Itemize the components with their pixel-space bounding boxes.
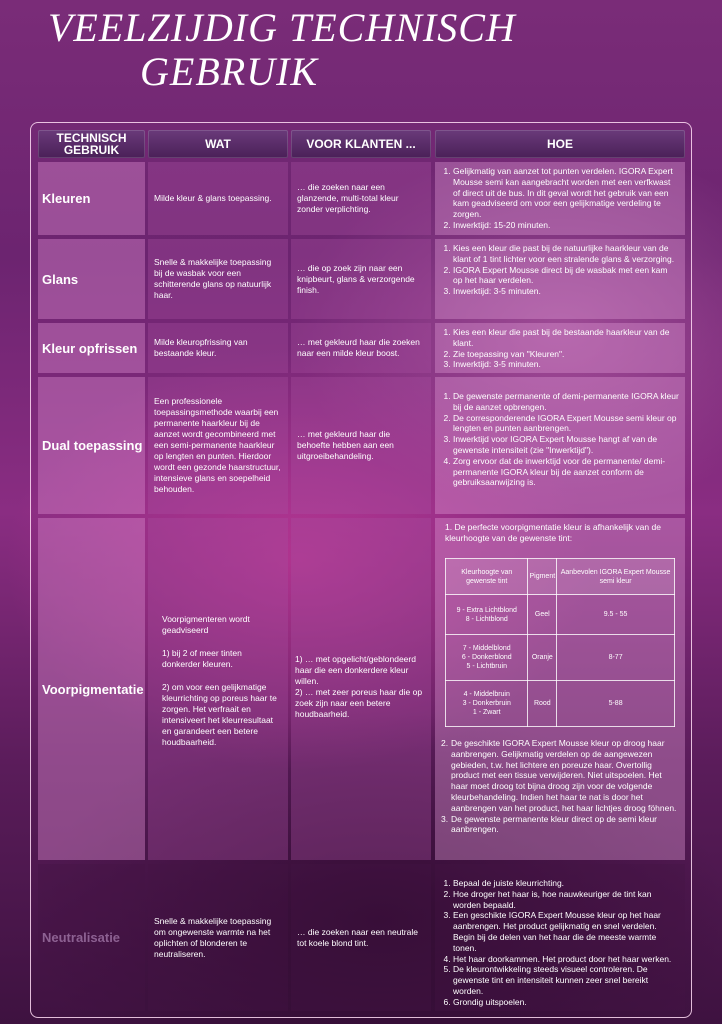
hoe-step: 5. De kleurontwikkeling steeds visueel controleren. De gewenste tint en intensiteit kunnen zeer snel bereikt worden. bbox=[453, 964, 679, 996]
row-wat-dual-toepassing: Een professionele toepassingsmethode waarbij een permanente haarkleur bij de aanzet wordt gecombineerd met een semi-permanente haarkleur op lengten en punten. Hierdoor wordt een gezonde haarstructuur, intensieve glans en soepelheid behouden. bbox=[148, 377, 288, 514]
title-line-2: GEBRUIK bbox=[140, 49, 319, 94]
hoe-step: De perfecte voorpigmentatie kleur is afhankelijk van de kleurhoogte van de gewenste tint: bbox=[445, 522, 661, 543]
pigment-cell: 5-88 bbox=[557, 681, 675, 727]
pigment-cell: 7 - Middelblond 6 - Donkerblond 5 - Lichtbruin bbox=[446, 635, 528, 681]
row-name-kleuren: Kleuren bbox=[38, 162, 145, 235]
row-name-dual-toepassing: Dual toepassing bbox=[38, 377, 145, 514]
pigment-header: Kleurhoogte van gewenste tint bbox=[446, 559, 528, 595]
hoe-step: 3. Een geschikte IGORA Expert Mousse kleur op het haar aanbrengen. Het product gelijkmatig en snel verdelen. Begin bij de delen van het haar die de meeste warmte tonen. bbox=[453, 910, 679, 953]
row-name-kleur-opfrissen: Kleur opfrissen bbox=[38, 323, 145, 373]
pigment-cell: Oranje bbox=[528, 635, 557, 681]
hoe-step: 1. Gelijkmatig van aanzet tot punten verdelen. IGORA Expert Mousse semi kan aangebracht worden met een verfkwast of direct uit de bus. In dit geval wordt het gebruik van een kam geadviseerd om voor een gelijkmatige verdeling te zorgen. bbox=[453, 166, 679, 220]
row-klanten-kleuren: … die zoeken naar een glanzende, multi-total kleur zonder verplichting. bbox=[291, 162, 431, 235]
pigment-cell: Geel bbox=[528, 595, 557, 635]
row-klanten-neutralisatie: … die zoeken naar een neutrale tot koele blond tint. bbox=[291, 864, 431, 1011]
hoe-step: 3. Inwerktijd voor IGORA Expert Mousse hangt af van de gewenste intensiteit (zie "Inwerktijd"). bbox=[453, 434, 679, 456]
row-name-neutralisatie: Neutralisatie bbox=[38, 864, 145, 1011]
row-name-voorpigmentatie: Voorpigmentatie bbox=[38, 518, 145, 860]
pigment-cell: 9.5 - 55 bbox=[557, 595, 675, 635]
row-klanten-voorpigmentatie bbox=[291, 518, 431, 860]
pigment-header: Pigment bbox=[528, 559, 557, 595]
row-name-glans: Glans bbox=[38, 239, 145, 319]
hoe-step: 4. Het haar doorkammen. Het product door het haar werken. bbox=[453, 954, 679, 965]
hoe-step: 1. Kies een kleur die past bij de bestaande haarkleur van de klant. bbox=[453, 327, 679, 349]
hoe-step: 2. Inwerktijd: 15-20 minuten. bbox=[453, 220, 679, 231]
pigment-cell: 8-77 bbox=[557, 635, 675, 681]
header-hoe: HOE bbox=[435, 130, 685, 158]
pigment-cell: 4 - Middelbruin 3 - Donkerbruin 1 - Zwart bbox=[446, 681, 528, 727]
hoe-step: 2. Zie toepassing van "Kleuren". bbox=[453, 349, 679, 360]
hoe-step: De geschikte IGORA Expert Mousse kleur op droog haar aanbrengen. Gelijkmatig verdelen op de aangewezen gebieden, t.w. het lichtere en poreuze haar. Overtollig product met een tissue verwijderen. Niet uitspoelen. Het haar moet droog tot bijna droog zijn voor de volgende kleurbehandeling. Indien het haar te nat is door het aanbrengen van het product, het haar lichtjes droog föhnen. bbox=[451, 738, 677, 813]
row-wat-voorpigmentatie bbox=[148, 518, 288, 860]
hoe-step-3: 3. De gewenste permanente kleur direct op de semi kleur aanbrengen. bbox=[441, 814, 681, 836]
row-klanten-dual-toepassing: … met gekleurd haar die behoefte hebben aan een uitgroeibehandeling. bbox=[291, 377, 431, 514]
row-hoe-glans bbox=[435, 239, 685, 319]
hoe-step: 2. De corresponderende IGORA Expert Mousse semi kleur op lengten en punten aanbrengen. bbox=[453, 413, 679, 435]
title-line-1: VEELZIJDIG TECHNISCH bbox=[48, 5, 516, 50]
header-technisch-gebruik: TECHNISCH GEBRUIK bbox=[38, 130, 145, 158]
hoe-step: 2. Hoe droger het haar is, hoe nauwkeuriger de tint kan worden bepaald. bbox=[453, 889, 679, 911]
wat-intro: Voorpigmenteren wordt geadviseerd bbox=[162, 614, 250, 635]
hoe-step: De gewenste permanente kleur direct op de semi kleur aanbrengen. bbox=[451, 813, 657, 835]
hoe-followup-steps bbox=[441, 738, 681, 835]
klanten-point-1: 1) … met opgelicht/geblondeerd haar die een donkerdere kleur willen. bbox=[295, 654, 416, 686]
hoe-step: 1. Kies een kleur die past bij de natuurlijke haarkleur van de klant of 1 tint lichter voor een stralende glans & verzorging. bbox=[453, 243, 679, 265]
pigment-cell: Rood bbox=[528, 681, 557, 727]
hoe-step: 1. Bepaal de juiste kleurrichting. bbox=[453, 878, 679, 889]
hoe-step: 4. Zorg ervoor dat de inwerktijd voor de permanente/ demi-permanente IGORA kleur bij de aanzet conform de gebruiksaanwijzing is. bbox=[453, 456, 679, 488]
pigment-cell: 9 - Extra Lichtblond 8 - Lichtblond bbox=[446, 595, 528, 635]
row-klanten-glans: … die op zoek zijn naar een knipbeurt, glans & verzorgende finish. bbox=[291, 239, 431, 319]
hoe-step: 1. De gewenste permanente of demi-permanente IGORA kleur bij de aanzet opbrengen. bbox=[453, 391, 679, 413]
hoe-step: 3. Inwerktijd: 3-5 minuten. bbox=[453, 359, 679, 370]
row-hoe-kleuren bbox=[435, 162, 685, 235]
row-hoe-kleur-opfrissen bbox=[435, 323, 685, 373]
pigment-header: Aanbevolen IGORA Expert Mousse semi kleur bbox=[557, 559, 675, 595]
row-wat-kleuren: Milde kleur & glans toepassing. bbox=[148, 162, 288, 235]
hoe-step: 3. Inwerktijd: 3-5 minuten. bbox=[453, 286, 679, 297]
hoe-step: 6. Grondig uitspoelen. bbox=[453, 997, 679, 1008]
klanten-point-2: 2) … met zeer poreus haar die op zoek zijn naar een betere houdbaarheid. bbox=[295, 687, 423, 719]
row-wat-neutralisatie: Snelle & makkelijke toepassing om ongewenste warmte na het oplichten of blonderen te neutraliseren. bbox=[148, 864, 288, 1011]
wat-point-2: 2) om voor een gelijkmatige kleurrichting op poreus haar te zorgen. Het verfraait en intensiveert het kleurresultaat en garandeert een betere houdbaarheid. bbox=[162, 682, 277, 747]
pigment-table bbox=[445, 558, 675, 727]
row-hoe-neutralisatie bbox=[435, 864, 685, 1011]
row-wat-glans: Snelle & makkelijke toepassing bij de wasbak voor een schitterende glans op natuurlijk haar. bbox=[148, 239, 288, 319]
hoe-step: 2. IGORA Expert Mousse direct bij de wasbak met een kam op het haar verdelen. bbox=[453, 265, 679, 287]
hoe-step-2: 2. De geschikte IGORA Expert Mousse kleur op droog haar aanbrengen. Gelijkmatig verdelen op de aangewezen gebieden, t.w. het lichtere en poreuze haar. Overtollig product met een tissue verwijderen. Niet uitspoelen. Het haar moet droog tot bijna droog zijn voor de volgende kleurbehandeling. Indien het haar te nat is door het aanbrengen van het product, het haar lichtjes droog föhnen. bbox=[441, 738, 681, 814]
row-wat-kleur-opfrissen: Milde kleuropfrissing van bestaande kleur. bbox=[148, 323, 288, 373]
row-hoe-dual-toepassing bbox=[435, 377, 685, 514]
wat-point-1: 1) bij 2 of meer tinten donkerder kleuren. bbox=[162, 648, 242, 669]
header-voor-klanten: VOOR KLANTEN ... bbox=[291, 130, 431, 158]
page-title bbox=[48, 6, 516, 94]
row-klanten-kleur-opfrissen: … met gekleurd haar die zoeken naar een milde kleur boost. bbox=[291, 323, 431, 373]
hoe-intro-step: 1. De perfecte voorpigmentatie kleur is afhankelijk van de kleurhoogte van de gewenste tint: bbox=[445, 522, 661, 543]
header-wat: WAT bbox=[148, 130, 288, 158]
